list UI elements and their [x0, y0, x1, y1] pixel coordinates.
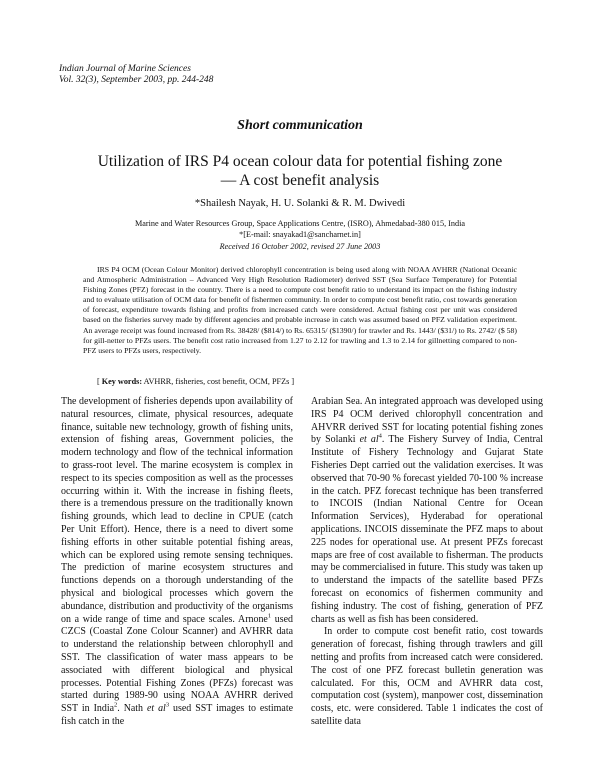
affiliation: Marine and Water Resources Group, Space Applications Centre, (ISRO), Ahmedabad-380 015, India: [134, 219, 466, 228]
affiliation-block: [0, 218, 600, 240]
paragraph: [61, 396, 293, 729]
text-run: Arabian Sea. An integrated approach was developed using IRS P4 OCM derived chlorophyll concentration and AHVRR derived SST for locating potential fishing zones by Solanki: [311, 396, 543, 446]
citation-ref: 1: [267, 612, 272, 620]
et-al: et al: [146, 703, 166, 715]
text-run: The development of fisheries depends upon availability of natural resources, climate, physical resources, adequate finance, suitable new technology, growth of fishing units, extension of fishing areas, Government policies, the modern technology and flow of the technical information to grass-root level. The marine ecosystem is complex in respect to its species composition as well as the processes occurring within it. With the increase in fishing fleets, there is a tremendous pressure on the traditionally known fishing grounds, which lead to decline in CPUE (catch Per Unit Effort). Hence, there is a need to divert some fishing efforts in other suitable potential fishing areas, which can be explored using remote sensing techniques. The prediction of marine ecosystem structures and functions depends on a thorough understanding of the physical and biological processes which govern the abundance, distribution and productivity of the organisms on a wide range of time and space scales. Arnone: [61, 396, 293, 625]
body-column-left: [61, 396, 293, 729]
author-list: *Shailesh Nayak, H. U. Solanki & R. M. Dwivedi: [194, 198, 406, 209]
keywords-label: Key words: [101, 377, 140, 386]
journal-name: Indian Journal of Marine Sciences: [59, 64, 191, 74]
journal-volume: Vol. 32(3), September 2003, pp. 244-248: [59, 75, 214, 85]
citation-ref: 4: [378, 433, 382, 441]
section-heading: Short communication: [237, 118, 363, 133]
body-column-right: [311, 396, 543, 729]
paper-title: [0, 152, 600, 190]
paragraph: [311, 396, 543, 626]
received-dates: Received 16 October 2002, revised 27 June 2003: [219, 242, 381, 251]
paragraph: In order to compute cost benefit ratio, cost towards generation of forecast, fishing through trawlers and gill netting and profits from increased catch were considered. The cost of one PFZ forecast bulletin generation was calculated. For this, OCM and AVHRR data cost, computation cost (system), manpower cost, dissemination costs, etc. were considered. Table 1 indicates the cost of satellite data: [311, 626, 543, 727]
citation-ref: 2: [114, 701, 118, 709]
keywords-text: AVHRR, fisheries, cost benefit, OCM, PFZs: [143, 377, 290, 386]
keywords: [ Key words: AVHRR, fisheries, cost benefit, OCM, PFZs ]: [97, 377, 295, 386]
title-line-1: Utilization of IRS P4 ocean colour data for potential fishing zone: [97, 153, 503, 170]
journal-header: [59, 64, 213, 86]
text-run: . The Fishery Survey of India, Central Institute of Fishery Technology and Gujarat State Fisheries Dept carried out the validation exercises. It was observed that 70-90 % forecast yielded 70-100 % increase in the catch. PFZ forecast technique has been transferred to INCOIS (Indian National Centre for Ocean Information Services), Hyderabad for operational applications. INCOIS disseminate the PFZ maps to about 225 nodes for operational use. At present PFZs forecast maps are free of cost available to fisherman. The products may be commercialised in future. This study was taken up to understand the impacts of the satellite based PFZs forecast on economics of fishermen community and fishing industry. The cost of fishing, generation of PFZ charts as well as fish has been considered.: [311, 434, 543, 625]
et-al: et al: [359, 434, 379, 446]
email: *[E-mail: snayakad1@sancharnet.in]: [239, 230, 361, 239]
text-run: used SST images to estimate fish catch in the: [61, 703, 293, 727]
text-run: . Nath: [117, 703, 147, 715]
text-run: used CZCS (Coastal Zone Colour Scanner) and AVHRR data to understand the relationship between chlorophyll and SST. The classification of water mass appears to be associated with different biological and physical processes. Potential Fishing Zones (PFZs) forecast was started during 1989-90 using NOAA AVHRR derived SST in India: [61, 613, 293, 715]
title-line-2: — A cost benefit analysis: [220, 172, 380, 189]
citation-ref: 3: [165, 701, 170, 709]
abstract: IRS P4 OCM (Ocean Colour Monitor) derived chlorophyll concentration is being used along with NOAA AVHRR (National Oceanic and Atmospheric Administration – Advanced Very High Resolution Radiometer) derived SST (Sea Surface Temperature) for Potential Fishing Zones (PFZ) forecast in the country. There is a need to compute cost benefit ratio to understand its impact on the fishing industry and to evaluate utilisation of OCM data for benefit of fishermen community. In order to compute cost benefit ratio, cost towards generation of forecast, expenditure towards fishing and profits from increased catch were considered. Actual fishing cost per unit was considered based on the fisheries survey made by different agencies and probable increase in catch was assumed based on PFZ validation experiment. An average receipt was found increased from Rs. 38428/ ($814/) to Rs. 65315/ ($1390/) for trawler and Rs. 1443/ ($31/) to Rs. 2742/ ($ 58) for gill-netter to PFZs users. The benefit cost ratio increased from 1.27 to 2.12 for trawling and 1.3 to 2.14 for gillnetting compared to non-PFZ users to PFZs users, respectively.: [83, 265, 517, 355]
